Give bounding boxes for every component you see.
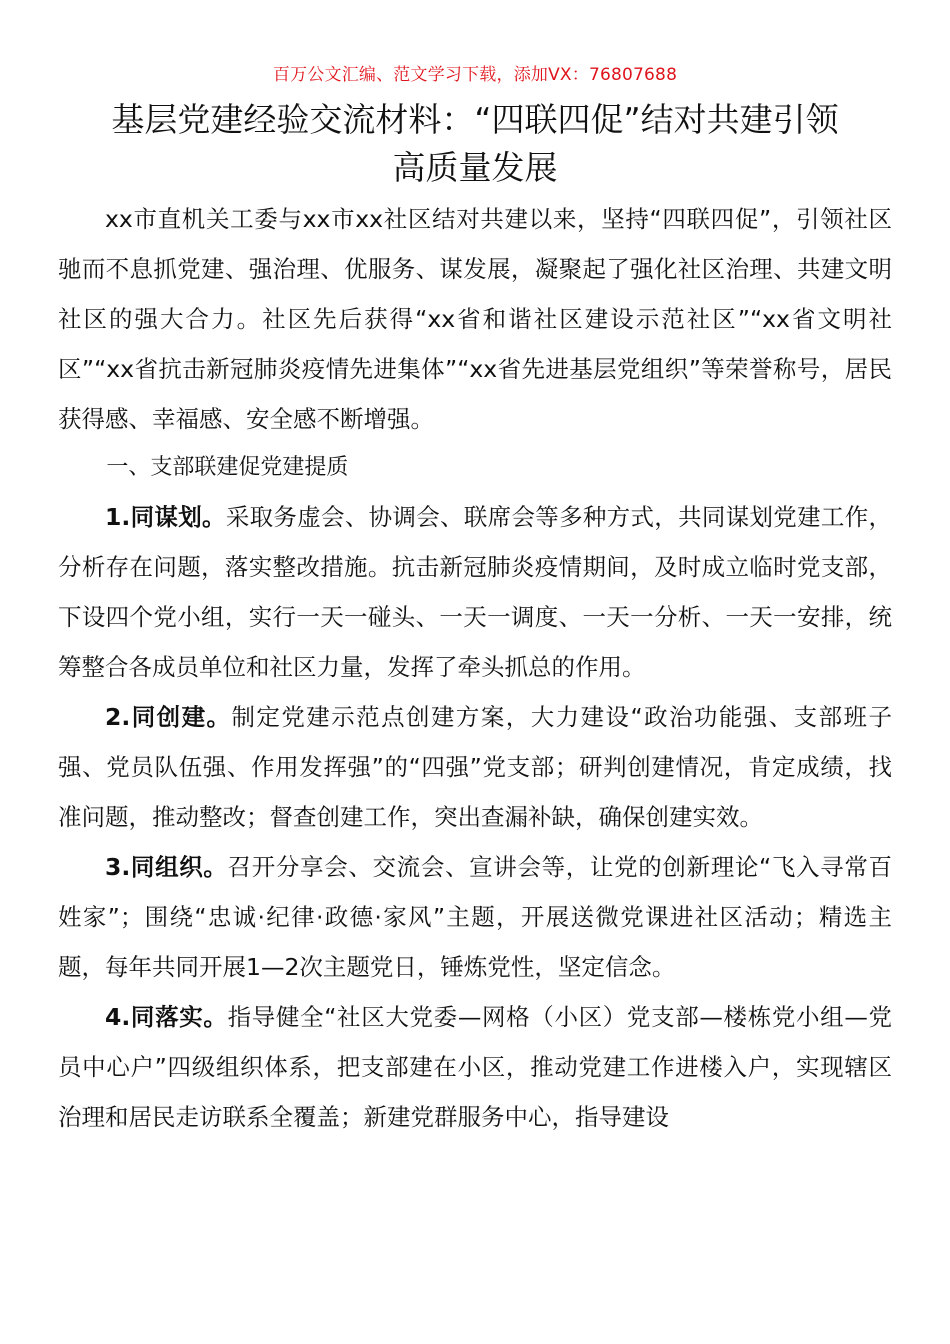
item-paragraph (58, 992, 892, 1142)
section-heading: 一、支部联建促党建提质 (106, 455, 349, 480)
document-title-line-1: 基层党建经验交流材料：“四联四促”结对共建引领 (111, 100, 839, 139)
item-text: 召开分享会、交流会、宣讲会等，让党的创新理论“飞入寻常百姓家”；围绕“忠诚·纪律·政德·家风”主题，开展送微党课进社区活动；精选主题，每年共同开展1—2次主题党日，锤炼党性，坚定信念。 (58, 853, 892, 981)
item-text: 指导健全“社区大党委—网格（小区）党支部—楼栋党小组—党员中心户”四级组织体系，把支部建在小区，推动党建工作进楼入户，实现辖区治理和居民走访联系全覆盖；新建党群服务中心，指导建设 (58, 1003, 892, 1131)
item-text: 采取务虚会、协调会、联席会等多种方式，共同谋划党建工作，分析存在问题，落实整改措施。抗击新冠肺炎疫情期间，及时成立临时党支部，下设四个党小组，实行一天一碰头、一天一调度、一天一分析、一天一安排，统筹整合各成员单位和社区力量，发挥了牵头抓总的作用。 (58, 503, 893, 681)
item-label: 2.同创建。 (105, 703, 232, 731)
watermark-banner: 百万公文汇编、范文学习下载，添加VX：76807688 (272, 65, 678, 85)
item-paragraph (58, 842, 892, 992)
item-label: 1.同谋划。 (105, 503, 226, 531)
item-paragraph (58, 492, 892, 692)
item-paragraph (58, 692, 892, 842)
document-title-line-2: 高质量发展 (392, 148, 558, 187)
intro-paragraph: xx市直机关工委与xx市xx社区结对共建以来，坚持“四联四促”，引领社区驰而不息抓党建、强治理、优服务、谋发展，凝聚起了强化社区治理、共建文明社区的强大合力。社区先后获得“xx省和谐社区建设示范社区”“xx省文明社区”“xx省抗击新冠肺炎疫情先进集体”“xx省先进基层党组织”等荣誉称号，居民获得感、幸福感、安全感不断增强。 (58, 205, 892, 433)
item-label: 3.同组织。 (105, 853, 228, 881)
item-label: 4.同落实。 (105, 1003, 228, 1031)
item-text: 制定党建示范点创建方案，大力建设“政治功能强、支部班子强、党员队伍强、作用发挥强”的“四强”党支部；研判创建情况，肯定成绩，找准问题，推动整改；督查创建工作，突出查漏补缺，确保创建实效。 (58, 703, 892, 831)
